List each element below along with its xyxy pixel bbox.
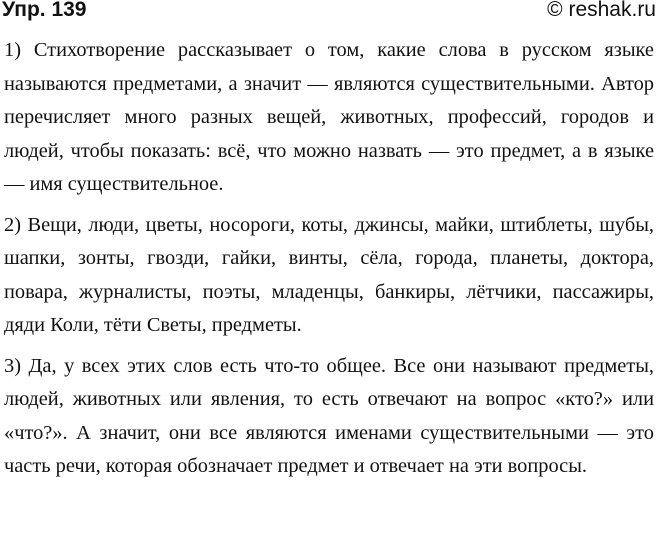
source-watermark: © reshak.ru <box>547 0 656 21</box>
exercise-title: Упр. 139 <box>2 0 87 21</box>
answer-paragraph-3: 3) Да, у всех этих слов есть что-то общее. Все они называют предметы, людей, животных или явления, то есть отвечают на вопрос «кто?» или «что?». А значит, они все являются именами существительными — это часть речи, которая обозначает предмет и отвечает на эти вопросы. <box>4 354 654 477</box>
answer-paragraph-2: 2) Вещи, люди, цветы, носороги, коты, джинсы, майки, штиблеты, шубы, шапки, зонты, гвозди, гайки, винты, сёла, города, планеты, доктора, повара, журналисты, поэты, младенцы, банкиры, лётчики, пассажиры, дяди Коли, тёти Светы, предметы. <box>4 213 654 336</box>
page-header <box>4 0 654 27</box>
answer-paragraph-1: 1) Стихотворение рассказывает о том, какие слова в русском языке называются предметами, а значит — являются существительными. Автор перечисляет много разных вещей, животных, профессий, городов и людей, чтобы показать: всё, что можно назвать — это предмет, а в языке — имя существительное. <box>4 39 654 195</box>
